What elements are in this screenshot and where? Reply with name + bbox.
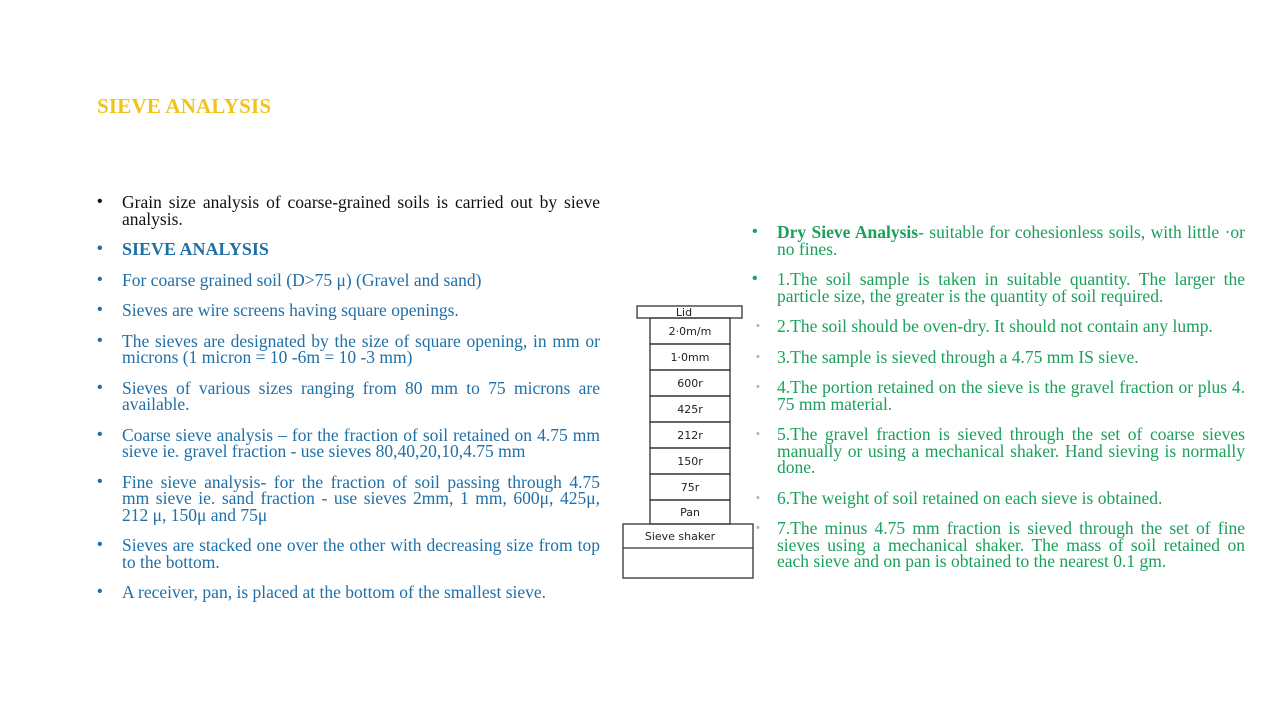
list-item: • For coarse grained soil (D>75 μ) (Gravel and sand) [97, 272, 600, 289]
list-item: • Sieves of various sizes ranging from 80 mm to 75 microns are available. [97, 380, 600, 413]
right-bullet-list [752, 224, 1245, 584]
list-item: • Sieves are stacked one over the other with decreasing size from top to the bottom. [97, 537, 600, 570]
sieve-label: 425r [677, 403, 703, 416]
list-item: • Sieves are wire screens having square openings. [97, 302, 600, 319]
list-item: • SIEVE ANALYSIS [97, 241, 600, 258]
list-item: • 5.The gravel fraction is sieved through the set of coarse sieves manually or using a mechanical shaker. Hand sieving is normally done. [752, 426, 1245, 476]
list-item: • A receiver, pan, is placed at the bottom of the smallest sieve. [97, 584, 600, 601]
left-bullet-list [97, 194, 600, 615]
sieve-label: 2·0m/m [668, 325, 712, 338]
list-item: • 4.The portion retained on the sieve is the gravel fraction or plus 4. 75 mm material. [752, 379, 1245, 412]
list-item-text: - suitable for cohesionless soils, with little ·or no fines. [777, 222, 1245, 259]
dry-sieve-analysis-lead: Dry Sieve Analysis [777, 222, 919, 242]
sieve-label: 1·0mm [670, 351, 710, 364]
list-item: • Coarse sieve analysis – for the fraction of soil retained on 4.75 mm sieve ie. gravel fraction - use sieves 80,40,20,10,4.75 mm [97, 427, 600, 460]
sieve-shaker-label: Sieve shaker [644, 530, 716, 543]
sieve-label: 150r [677, 455, 703, 468]
list-item: • 3.The sample is sieved through a 4.75 mm IS sieve. [752, 349, 1245, 366]
lid-label: Lid [675, 306, 693, 319]
pan-label: Pan [680, 506, 700, 519]
list-item: • Grain size analysis of coarse-grained soils is carried out by sieve analysis. [97, 194, 600, 227]
list-item: • 2.The soil should be oven-dry. It should not contain any lump. [752, 318, 1245, 335]
list-item: • The sieves are designated by the size of square opening, in mm or microns (1 micron = 10 -6m = 10 -3 mm) [97, 333, 600, 366]
list-item: • 6.The weight of soil retained on each sieve is obtained. [752, 490, 1245, 507]
sieve-label: 212r [677, 429, 703, 442]
list-item [752, 224, 1245, 257]
list-item: • 7.The minus 4.75 mm fraction is sieved through the set of fine sieves using a mechanical shaker. The mass of soil retained on each sieve and on pan is obtained to the nearest 0.1 gm. [752, 520, 1245, 570]
sieve-stack-diagram [622, 304, 758, 584]
list-item: • Fine sieve analysis- for the fraction of soil passing through 4.75 mm sieve ie. sand fraction - use sieves 2mm, 1 mm, 600μ, 425μ, 212 μ, 150μ and 75μ [97, 474, 600, 524]
sieve-label: 600r [677, 377, 703, 390]
list-item: • 1.The soil sample is taken in suitable quantity. The larger the particle size, the greater is the quantity of soil required. [752, 271, 1245, 304]
sieve-label: 75r [680, 481, 700, 494]
slide-title: SIEVE ANALYSIS [97, 94, 272, 118]
